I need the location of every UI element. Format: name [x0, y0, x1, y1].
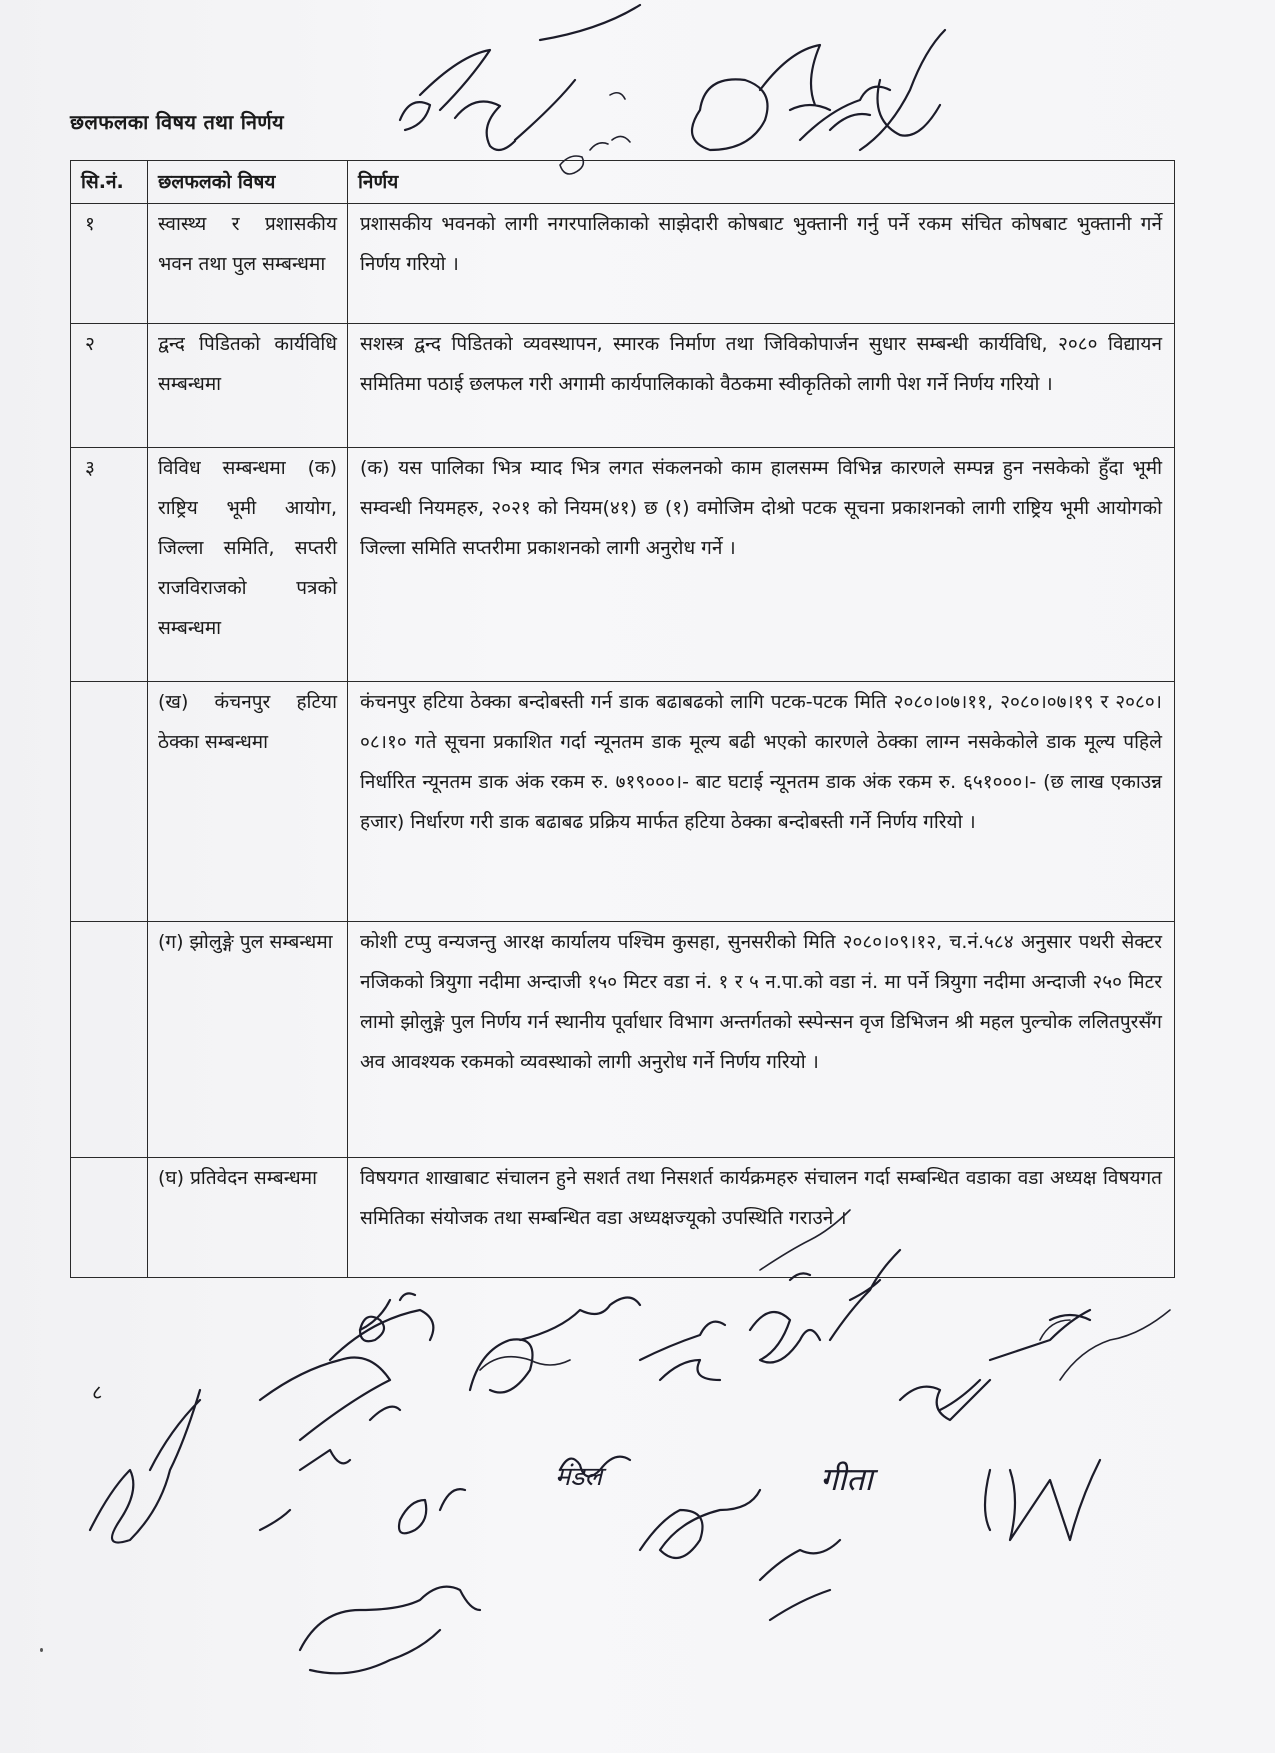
row-subject: विविध सम्बन्धमा (क) राष्ट्रिय भूमी आयोग, जिल्ला समिति, सप्तरी राजविराजको पत्रको सम्बन्धमा	[148, 448, 348, 682]
row-decision: सशस्त्र द्वन्द पिडितको व्यवस्थापन, स्मारक निर्माण तथा जिविकोपार्जन सुधार सम्बन्धी कार्यविधि, २०८० विद्यायन समितिमा पठाई छलफल गरी अगामी कार्यपालिकाको वैठकमा स्वीकृतिको लागी पेश गर्ने निर्णय गरियो ।	[348, 324, 1175, 448]
table-row	[71, 324, 1175, 448]
svg-text:मंडल: मंडल	[555, 1462, 603, 1492]
column-header-serial: सि.नं.	[71, 161, 148, 204]
handwritten-name-mandal	[555, 1462, 607, 1492]
handwritten-name-geeta	[820, 1460, 879, 1498]
page-mark: ८	[92, 1380, 103, 1404]
column-header-subject: छलफलको विषय	[148, 161, 348, 204]
table-row	[71, 1158, 1175, 1278]
bottom-signatures	[90, 1210, 1170, 1673]
table-row	[71, 448, 1175, 682]
row-serial: १	[71, 204, 148, 324]
row-subject: द्वन्द पिडितको कार्यविधि सम्बन्धमा	[148, 324, 348, 448]
table-row	[71, 682, 1175, 922]
paper-speck	[40, 1648, 43, 1652]
row-subject: (ख) कंचनपुर हटिया ठेक्का सम्बन्धमा	[148, 682, 348, 922]
document-heading: छलफलका विषय तथा निर्णय	[70, 110, 284, 134]
row-decision: प्रशासकीय भवनको लागी नगरपालिकाको साझेदारी कोषबाट भुक्तानी गर्नु पर्ने रकम संचित कोषबाट भुक्तानी गर्ने निर्णय गरियो ।	[348, 204, 1175, 324]
table-row	[71, 922, 1175, 1158]
row-serial	[71, 922, 148, 1158]
top-signature-1	[400, 5, 640, 174]
top-signature-2	[692, 30, 945, 150]
svg-text:गीता: गीता	[820, 1460, 873, 1498]
table-header-row	[71, 161, 1175, 204]
row-serial: ३	[71, 448, 148, 682]
row-serial	[71, 1158, 148, 1278]
column-header-decision: निर्णय	[348, 161, 1175, 204]
row-serial	[71, 682, 148, 922]
row-serial: २	[71, 324, 148, 448]
minutes-table	[70, 160, 1175, 1278]
row-decision: (क) यस पालिका भित्र म्याद भित्र लगत संकलनको काम हालसम्म विभिन्न कारणले सम्पन्न हुन नसकेको हुँदा भूमी सम्वन्धी नियमहरु, २०२१ को नियम(४१) छ (१) वमोजिम दोश्रो पटक सूचना प्रकाशनको लागी राष्ट्रिय भूमी आयोगको जिल्ला समिति सप्तरीमा प्रकाशनको लागी अनुरोध गर्ने ।	[348, 448, 1175, 682]
row-decision: कंचनपुर हटिया ठेक्का बन्दोबस्ती गर्न डाक बढाबढको लागि पटक-पटक मिति २०८०।०७।११, २०८०।०७।१९ र २०८०।०८।१० गते सूचना प्रकाशित गर्दा न्यूनतम डाक मूल्य बढी भएको कारणले ठेक्का लाग्न नसकेकोले डाक मूल्य पहिले निर्धारित न्यूनतम डाक अंक रकम रु. ७१९०००।- बाट घटाई न्यूनतम डाक अंक रकम रु. ६५१०००।- (छ लाख एकाउन्न हजार) निर्धारण गरी डाक बढाबढ प्रक्रिय मार्फत हटिया ठेक्का बन्दोबस्ती गर्ने निर्णय गरियो ।	[348, 682, 1175, 922]
row-subject: स्वास्थ्य र प्रशासकीय भवन तथा पुल सम्बन्धमा	[148, 204, 348, 324]
row-subject: (ग) झोलुङ्गे पुल सम्बन्धमा	[148, 922, 348, 1158]
row-decision: कोशी टप्पु वन्यजन्तु आरक्ष कार्यालय पश्चिम कुसहा, सुनसरीको मिति २०८०।०९।१२, च.नं.५८४ अनुसार पथरी सेक्टर नजिकको त्रियुगा नदीमा अन्दाजी १५० मिटर वडा नं. १ र ५ न.पा.को वडा नं. मा पर्ने त्रियुगा नदीमा अन्दाजी २५० मिटर लामो झोलुङ्गे पुल निर्णय गर्न स्थानीय पूर्वाधार विभाग अन्तर्गतको स्स्पेन्सन वृज डिभिजन श्री महल पुल्चोक ललितपुरसँग अव आवश्यक रकमको व्यवस्थाको लागी अनुरोध गर्ने निर्णय गरियो ।	[348, 922, 1175, 1158]
row-subject: (घ) प्रतिवेदन सम्बन्धमा	[148, 1158, 348, 1278]
row-decision: विषयगत शाखाबाट संचालन हुने सशर्त तथा निसशर्त कार्यक्रमहरु संचालन गर्दा सम्बन्धित वडाका वडा अध्यक्ष विषयगत समितिका संयोजक तथा सम्बन्धित वडा अध्यक्षज्यूको उपस्थिति गराउने ।	[348, 1158, 1175, 1278]
table-row	[71, 204, 1175, 324]
